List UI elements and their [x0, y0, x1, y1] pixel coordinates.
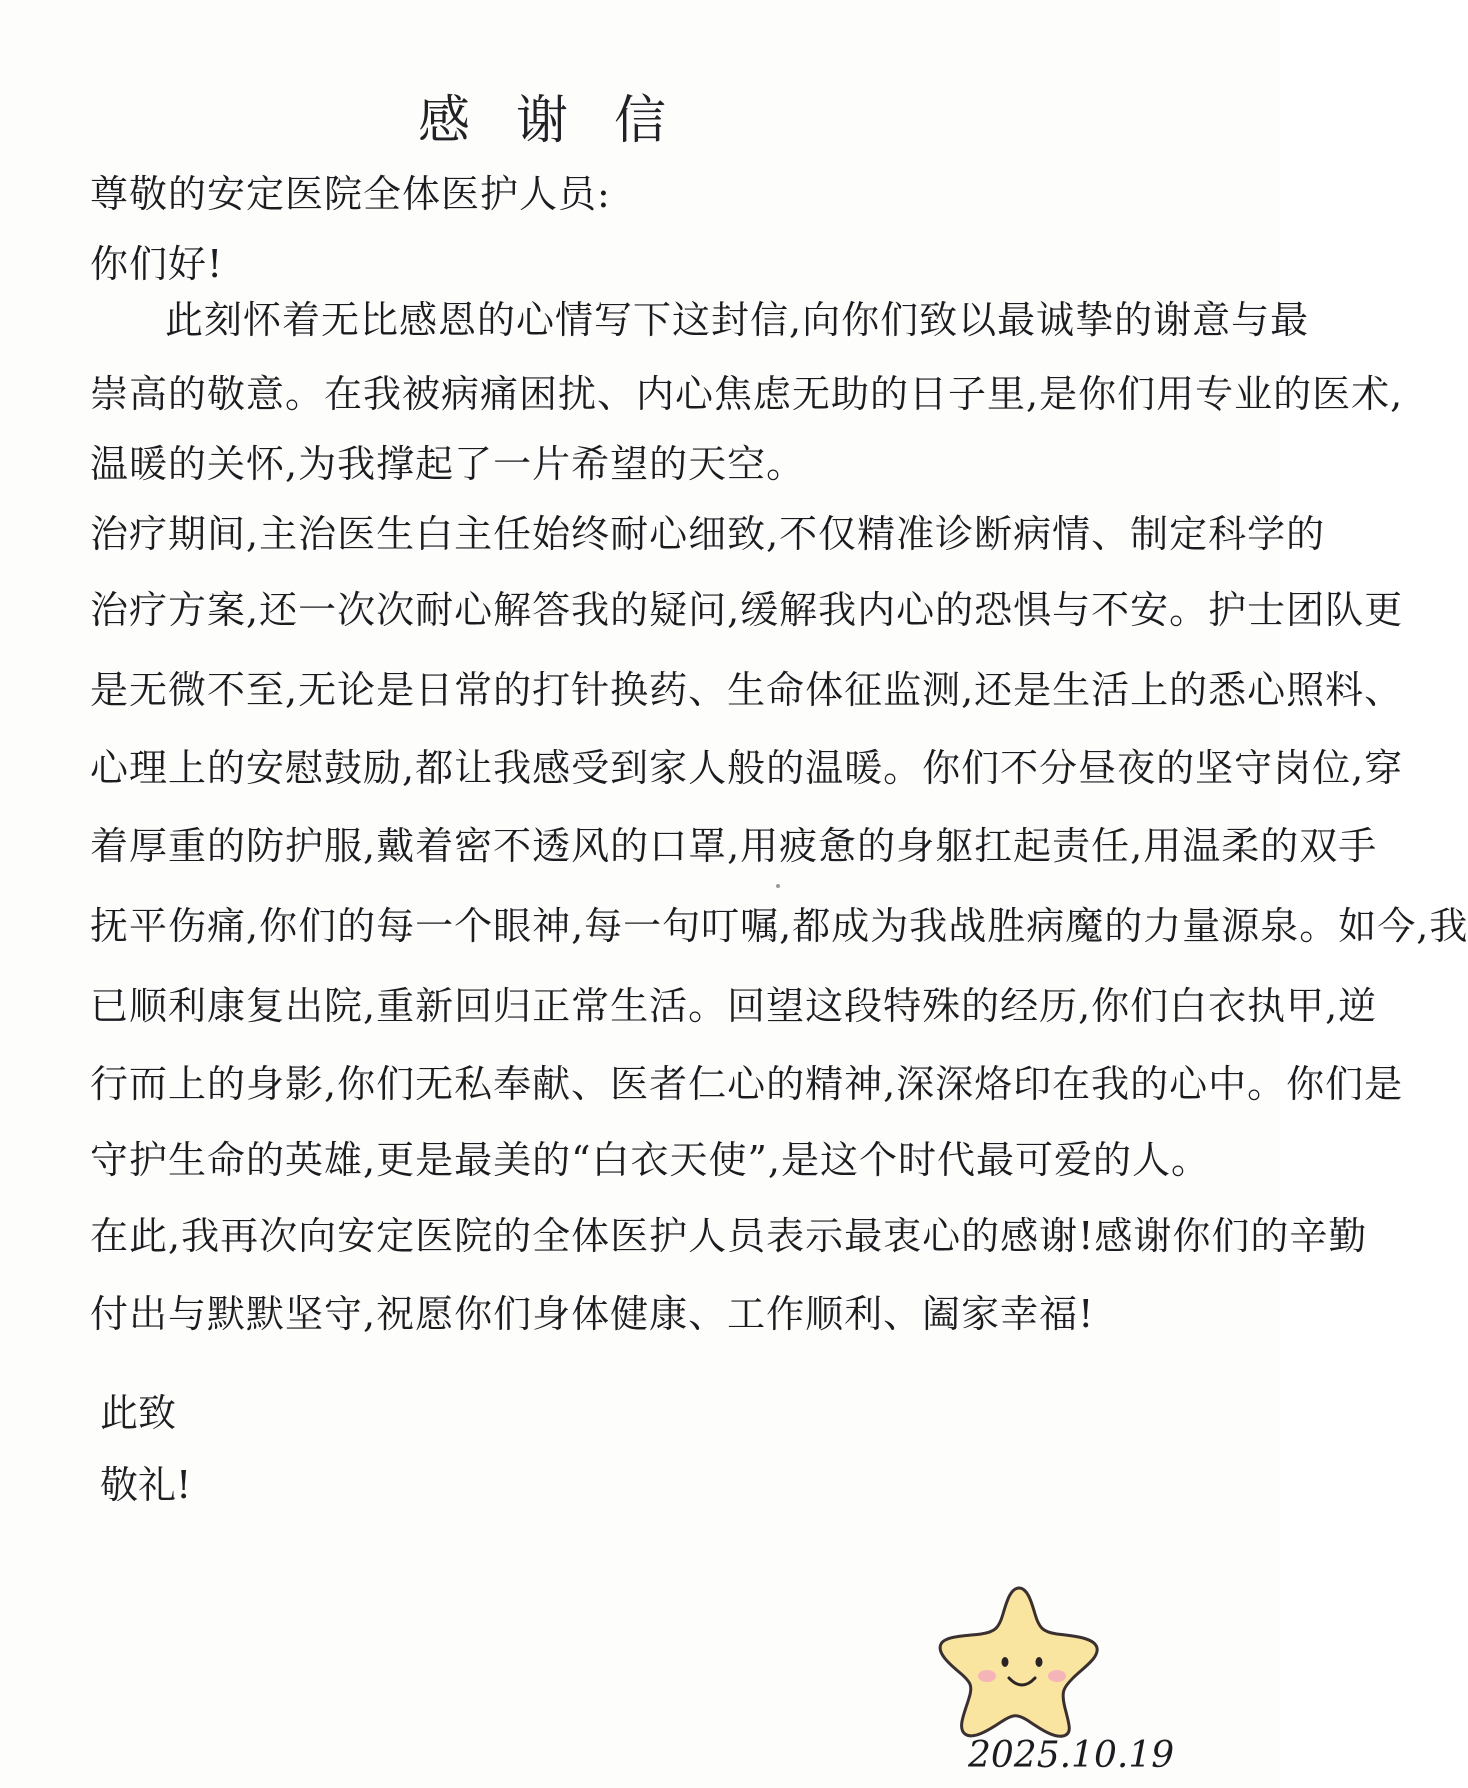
greeting: 你们好!: [90, 242, 224, 286]
paper-speck: [776, 884, 780, 888]
body-line-6: 是无微不至,无论是日常的打针换药、生命体征监测,还是生活上的悉心照料、: [90, 668, 1404, 712]
body-line-9: 抚平伤痛,你们的每一个眼神,每一句叮嘱,都成为我战胜病魔的力量源泉。如今,我: [90, 904, 1468, 948]
letter-title: 感谢信: [417, 91, 712, 151]
body-line-8: 着厚重的防护服,戴着密不透风的口罩,用疲惫的身躯扛起责任,用温柔的双手: [90, 824, 1378, 868]
salutation: 尊敬的安定医院全体医护人员:: [90, 172, 611, 216]
body-line-4: 治疗期间,主治医生白主任始终耐心细致,不仅精准诊断病情、制定科学的: [90, 512, 1326, 556]
body-line-11: 行而上的身影,你们无私奉献、医者仁心的精神,深深烙印在我的心中。你们是: [90, 1062, 1404, 1106]
body-line-10: 已顺利康复出院,重新回归正常生活。回望这段特殊的经历,你们白衣执甲,逆: [90, 984, 1378, 1028]
body-line-2: 崇高的敬意。在我被病痛困扰、内心焦虑无助的日子里,是你们用专业的医术,: [90, 372, 1404, 416]
closing-line-1: 此致: [100, 1391, 177, 1435]
body-line-7: 心理上的安慰鼓励,都让我感受到家人般的温暖。你们不分昼夜的坚守岗位,穿: [90, 746, 1404, 790]
body-line-12: 守护生命的英雄,更是最美的“白衣天使”,是这个时代最可爱的人。: [90, 1138, 1211, 1182]
body-line-3: 温暖的关怀,为我撑起了一片希望的天空。: [90, 442, 806, 486]
letter-date: 2025.10.19: [968, 1735, 1175, 1776]
body-line-5: 治疗方案,还一次次耐心解答我的疑问,缓解我内心的恐惧与不安。护士团队更: [90, 588, 1404, 632]
closing-line-2: 敬礼!: [100, 1463, 192, 1507]
body-line-1: 此刻怀着无比感恩的心情写下这封信,向你们致以最诚挚的谢意与最: [165, 298, 1310, 342]
smiling-star-icon: [935, 1580, 1105, 1740]
body-line-13: 在此,我再次向安定医院的全体医护人员表示最衷心的感谢!感谢你们的辛勤: [90, 1214, 1368, 1258]
body-line-14: 付出与默默坚守,祝愿你们身体健康、工作顺利、阖家幸福!: [90, 1292, 1095, 1336]
